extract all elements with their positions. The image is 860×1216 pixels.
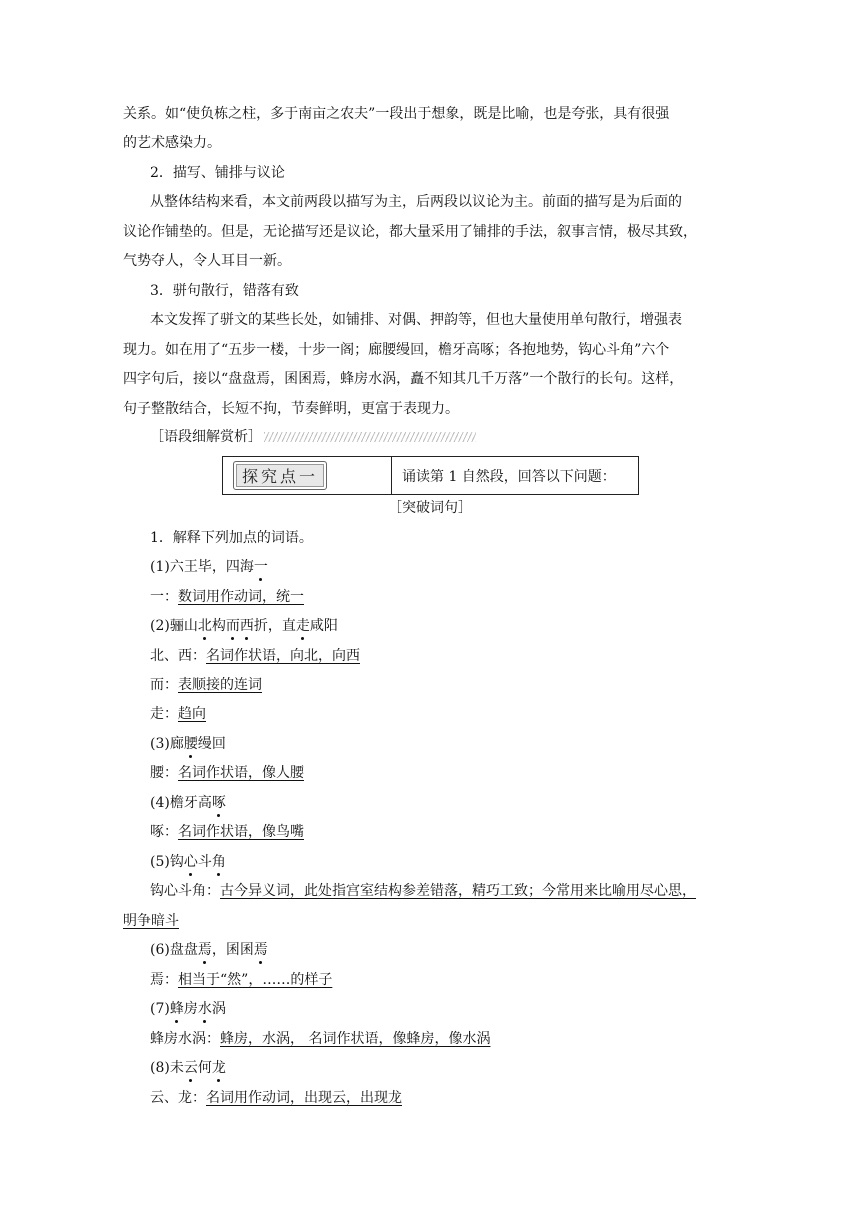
answer-2c <box>150 704 206 724</box>
dotted-char: 北 <box>197 618 212 634</box>
dotted-char: 水 <box>197 1001 212 1017</box>
answer-label: 蜂房水涡： <box>150 1031 220 1047</box>
item-text: 斗 <box>197 854 212 870</box>
answer-text: 明争暗斗 <box>123 913 179 929</box>
answer-text: 蜂房，水涡， 名词作状语，像蜂房，像水涡 <box>220 1031 491 1047</box>
item-text: (8)未 <box>150 1060 184 1076</box>
item-text: 何 <box>197 1060 212 1076</box>
paragraph-line: 四字句后，接以“盘盘焉，囷囷焉，蜂房水涡，矗不知其几千万落”一个散行的长句。这样， <box>123 371 684 387</box>
answer-label: 走： <box>150 706 178 722</box>
item-text: (1)六王毕，四海 <box>150 559 254 575</box>
paragraph-line: 关系。如“使负栋之柱，多于南亩之农夫”一段出于想象，既是比喻，也是夸张，具有很强 <box>123 106 670 122</box>
topic-prompt: 诵读第 1 自然段，回答以下问题： <box>402 468 616 485</box>
answer-3 <box>150 763 304 783</box>
answer-label: 而： <box>150 677 178 693</box>
item-7 <box>150 999 226 1019</box>
paragraph-line: 的艺术感染力。 <box>123 135 221 151</box>
dotted-char: 腰 <box>183 736 198 752</box>
dotted-char: 焉 <box>253 942 268 958</box>
answer-text: 古今异义词，此处指宫室结构参差错落，精巧工致；今常用来比喻用尽心思， <box>220 883 696 899</box>
answer-label: 腰： <box>150 765 178 781</box>
subheading: ［突破词句］ <box>388 500 472 516</box>
answer-text: 表顺接的连词 <box>178 677 262 693</box>
answer-text: 名词作状语，向北，向西 <box>206 648 360 664</box>
dotted-char: 龙 <box>211 1060 226 1076</box>
answer-5-cont <box>123 911 179 931</box>
item-1 <box>150 557 268 577</box>
hatch-decoration <box>264 432 476 442</box>
answer-2a <box>150 646 360 666</box>
item-text: 构 <box>211 618 226 634</box>
dotted-char: 一 <box>253 559 268 575</box>
question-title: 1．解释下列加点的词语。 <box>150 530 313 546</box>
item-text: (7) <box>150 1001 170 1017</box>
dotted-char: 焉 <box>197 942 212 958</box>
item-text: (6)盘盘 <box>150 942 198 958</box>
item-6 <box>150 940 268 960</box>
item-text: 折，直 <box>253 618 296 634</box>
answer-6 <box>150 970 332 990</box>
paragraph-line: 现力。如在用了“五步一楼，十步一阁；廊腰缦回，檐牙高啄；各抱地势，钩心斗角”六个 <box>123 342 670 358</box>
answer-text: 相当于“然”，……的样子 <box>178 972 333 988</box>
answer-2b <box>150 675 262 695</box>
answer-4 <box>150 822 304 842</box>
topic-badge: 探究点一 <box>233 461 327 490</box>
topic-box <box>222 456 639 495</box>
section-label: ［语段细解赏析］ <box>150 429 262 445</box>
answer-text: 数词用作动词，统一 <box>178 589 304 605</box>
topic-badge-cell <box>223 457 392 494</box>
dotted-char: 蜂 <box>169 1001 184 1017</box>
answer-8 <box>150 1088 402 1108</box>
item-text: ，囷囷 <box>211 942 254 958</box>
answer-label: 焉： <box>150 972 178 988</box>
dotted-char: 西 <box>239 618 254 634</box>
dotted-char: 而 <box>225 618 240 634</box>
answer-text: 名词作状语，像人腰 <box>178 765 304 781</box>
item-8 <box>150 1058 226 1078</box>
answer-label: 云、龙： <box>150 1090 206 1106</box>
item-2 <box>150 616 338 636</box>
paragraph-line: 句子整散结合，长短不拘，节奏鲜明，更富于表现力。 <box>123 401 459 417</box>
item-text: (5)钩 <box>150 854 184 870</box>
section-heading: 2．描写、铺排与议论 <box>150 165 285 181</box>
section-label-row <box>150 427 476 447</box>
item-text: (2)骊山 <box>150 618 198 634</box>
item-text: 咸阳 <box>309 618 338 634</box>
dotted-char: 心 <box>183 854 198 870</box>
item-text: (4)檐牙高 <box>150 795 212 811</box>
answer-text: 名词用作动词，出现云，出现龙 <box>206 1090 402 1106</box>
answer-1 <box>150 587 304 607</box>
paragraph-line: 议论作铺垫的。但是，无论描写还是议论，都大量采用了铺排的手法，叙事言情，极尽其致， <box>123 224 697 240</box>
item-4 <box>150 793 226 813</box>
item-text: 涡 <box>211 1001 226 1017</box>
paragraph-line: 本文发挥了骈文的某些长处，如铺排、对偶、押韵等，但也大量使用单句散行，增强表 <box>150 312 682 328</box>
item-5 <box>150 852 226 872</box>
item-3 <box>150 734 226 754</box>
item-text: (3)廊 <box>150 736 184 752</box>
answer-5 <box>150 881 696 901</box>
answer-label: 啄： <box>150 824 178 840</box>
dotted-char: 角 <box>211 854 226 870</box>
answer-label: 一： <box>150 589 178 605</box>
item-text: 房 <box>183 1001 198 1017</box>
answer-7 <box>150 1029 490 1049</box>
answer-text: 名词作状语，像鸟嘴 <box>178 824 304 840</box>
answer-label: 钩心斗角： <box>150 883 220 899</box>
dotted-char: 走 <box>295 618 310 634</box>
answer-text: 趋向 <box>178 706 206 722</box>
item-text: 缦回 <box>197 736 226 752</box>
answer-label: 北、西： <box>150 648 206 664</box>
dotted-char: 啄 <box>211 795 226 811</box>
section-heading: 3．骈句散行，错落有致 <box>150 283 299 299</box>
paragraph-line: 从整体结构来看，本文前两段以描写为主，后两段以议论为主。前面的描写是为后面的 <box>150 194 682 210</box>
paragraph-line: 气势夺人，令人耳目一新。 <box>123 253 291 269</box>
dotted-char: 云 <box>183 1060 198 1076</box>
